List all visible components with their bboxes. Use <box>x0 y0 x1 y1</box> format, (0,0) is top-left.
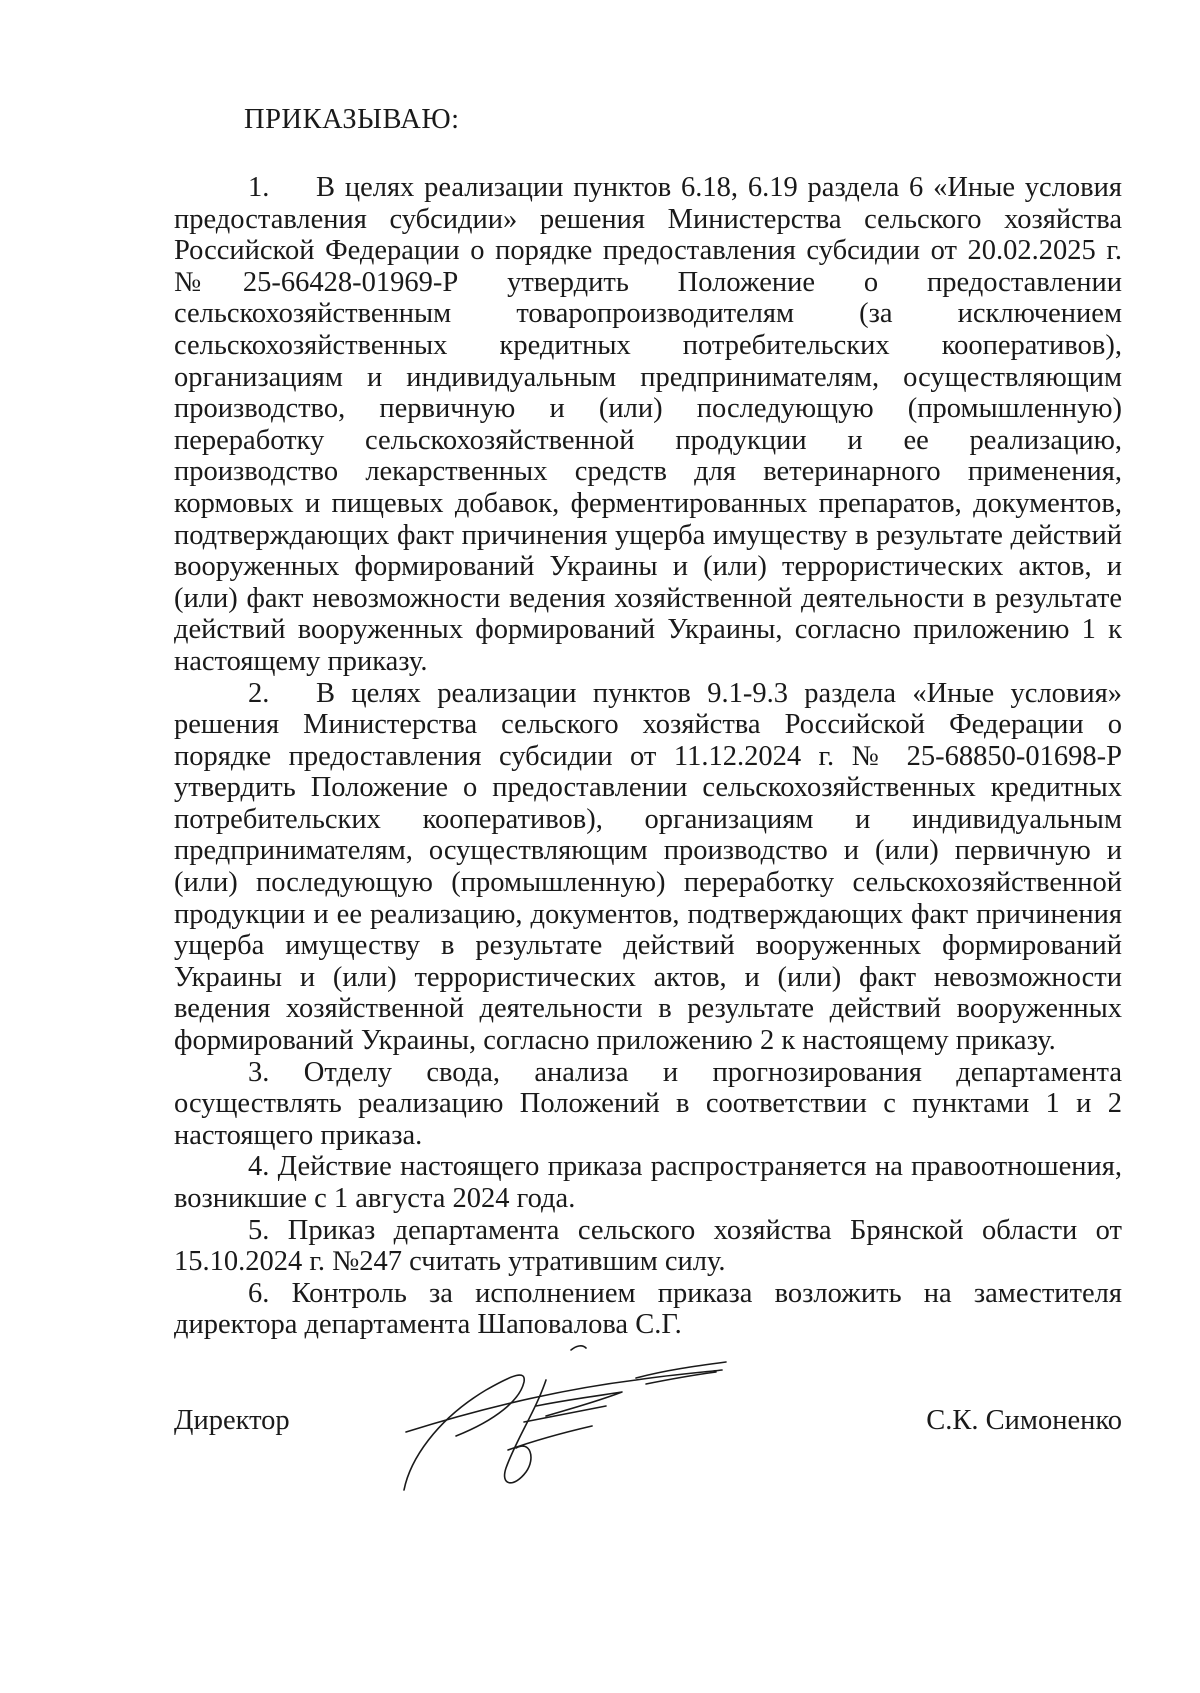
order-heading: ПРИКАЗЫВАЮ: <box>244 104 460 135</box>
order-item-2 <box>174 678 1122 1057</box>
order-item-3: 3. Отделу свода, анализа и прогнозирования департамента осуществлять реализацию Положений в соответствии с пунктами 1 и 2 настоящего приказа. <box>174 1056 1122 1151</box>
order-item-1 <box>174 172 1122 678</box>
item-text: В целях реализации пунктов 9.1-9.3 раздела «Иные условия» решения Министерства сельского хозяйства Российской Федерации о порядке предоставления субсидии от 11.12.2024 г. № 25-68850-01698-Р утвердить Положение о предоставлении сельскохозяйственных кредитных потребительских кооперативов), организациям и индивидуальным предпринимателям, осуществляющим производство и (или) первичную и (или) последующую (промышленную) переработку сельскохозяйственной продукции и ее реализацию, документов, подтверждающих факт причинения ущерба имуществу в результате действий вооруженных формирований Украины и (или) террористических актов, и (или) факт невозможности ведения хозяйственной деятельности в результате действий вооруженных формирований Украины, согласно приложению 2 к настоящему приказу. <box>174 677 1122 1057</box>
order-body <box>174 172 1122 1341</box>
item-number: 1. <box>248 172 270 203</box>
order-item-5: 5. Приказ департамента сельского хозяйства Брянской области от 15.10.2024 г. №247 считать утратившим силу. <box>174 1214 1122 1278</box>
order-item-6: 6. Контроль за исполнением приказа возложить на заместителя директора департамента Шаповалова С.Г. <box>174 1277 1122 1341</box>
order-item-4: 4. Действие настоящего приказа распространяется на правоотношения, возникшие с 1 августа 2024 года. <box>174 1151 1122 1214</box>
signatory-title: Директор <box>174 1405 290 1436</box>
item-text: В целях реализации пунктов 6.18, 6.19 раздела 6 «Иные условия предоставления субсидии» решения Министерства сельского хозяйства Российской Федерации о порядке предоставления субсидии от 20.02.2025 г. №25-66428-01969-Р утвердить Положение о предоставлении сельскохозяйственным товаропроизводителям (за исключением сельскохозяйственных кредитных потребительских кооперативов), организациям и индивидуальным предпринимателям, осуществляющим производство, первичную и (или) последующую (промышленную) переработку сельскохозяйственной продукции и ее реализацию, производство лекарственных средств для ветеринарного применения, кормовых и пищевых добавок, ферментированных препаратов, документов, подтверждающих факт причинения ущерба имуществу в результате действий вооруженных формирований Украины и (или) террористических актов, и (или) факт невозможности ведения хозяйственной деятельности в результате действий вооруженных формирований Украины, согласно приложению 1 к настоящему приказу. <box>174 172 1122 677</box>
signature-block <box>174 1405 1122 1445</box>
item-number: 2. <box>248 677 270 709</box>
signatory-name: С.К. Симоненко <box>926 1405 1122 1436</box>
